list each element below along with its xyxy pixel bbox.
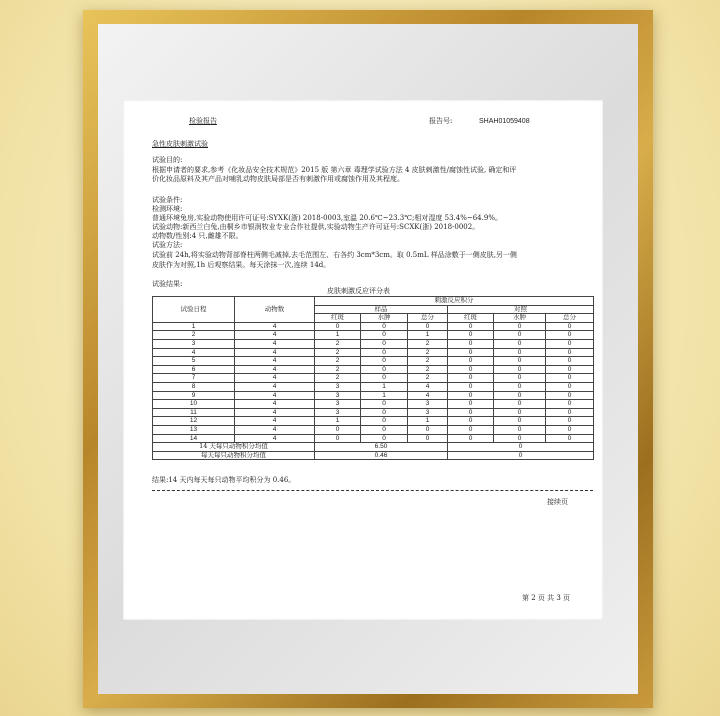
cell-control-red: 0 xyxy=(448,322,494,331)
cell-day: 13 xyxy=(153,425,235,434)
header-sample: 样品 xyxy=(315,305,448,314)
cell-day: 5 xyxy=(153,357,235,366)
header-day: 试验日程 xyxy=(153,297,235,323)
cell-control-red: 0 xyxy=(448,417,494,426)
table-row xyxy=(153,348,594,357)
cell-control-edema: 0 xyxy=(494,391,546,400)
table-row xyxy=(153,417,594,426)
report-page xyxy=(123,100,603,620)
cell-animals: 4 xyxy=(235,357,315,366)
cell-day: 7 xyxy=(153,374,235,383)
cell-sample-red: 2 xyxy=(315,374,361,383)
cell-sample-red: 1 xyxy=(315,417,361,426)
cell-control-red: 0 xyxy=(448,339,494,348)
table-row xyxy=(153,357,594,366)
cell-control-total: 0 xyxy=(546,357,594,366)
cell-sample-total: 1 xyxy=(408,331,448,340)
cell-day: 6 xyxy=(153,365,235,374)
cell-sample-total: 2 xyxy=(408,339,448,348)
cell-animals: 4 xyxy=(235,417,315,426)
animal-count-line: 动物数/性别:4 只,雌雄不限。 xyxy=(152,232,243,240)
report-number-label: 报告号: xyxy=(429,117,453,125)
cell-control-total: 0 xyxy=(546,365,594,374)
section-title: 急性皮肤刺激试验 xyxy=(152,140,208,148)
cell-sample-edema: 0 xyxy=(361,434,408,443)
report-title: 检验报告 xyxy=(189,117,217,125)
cell-sample-edema: 1 xyxy=(361,391,408,400)
conditions-label: 试验条件: xyxy=(152,196,183,204)
header-control-total: 总分 xyxy=(546,314,594,323)
cell-sample-edema: 0 xyxy=(361,357,408,366)
cell-control-red: 0 xyxy=(448,434,494,443)
cell-sample-red: 3 xyxy=(315,408,361,417)
cell-sample-edema: 1 xyxy=(361,382,408,391)
cell-sample-edema: 0 xyxy=(361,425,408,434)
purpose-label: 试验目的: xyxy=(152,156,183,164)
cell-sample-red: 3 xyxy=(315,391,361,400)
cell-control-edema: 0 xyxy=(494,434,546,443)
method-line-2: 皮肤作为对照,1h 后观察结果。每天涂抹一次,连续 14d。 xyxy=(152,261,331,269)
cell-sample-total: 1 xyxy=(408,417,448,426)
cell-sample-red: 3 xyxy=(315,382,361,391)
cell-control-edema: 0 xyxy=(494,400,546,409)
cell-sample-edema: 0 xyxy=(361,417,408,426)
cell-animals: 4 xyxy=(235,434,315,443)
cell-animals: 4 xyxy=(235,331,315,340)
table-row xyxy=(153,391,594,400)
cell-sample-red: 1 xyxy=(315,331,361,340)
cell-day: 4 xyxy=(153,348,235,357)
cell-control-edema: 0 xyxy=(494,374,546,383)
method-line-1: 试验前 24h,将实验动物背部脊柱两侧毛减掉,去毛范围左、右各约 3cm*3cm。取 0.5mL 样品涂敷于一侧皮肤,另一侧 xyxy=(152,251,517,259)
header-control: 对照 xyxy=(448,305,594,314)
animal-line: 试验动物:新西兰白兔,由桐乡市银润牧业专业合作社提供,实验动物生产许可证号:SCXK(浙) 2018-0002。 xyxy=(152,223,480,231)
table-row xyxy=(153,425,594,434)
cell-control-total: 0 xyxy=(546,331,594,340)
page-footer: 第 2 页 共 3 页 xyxy=(522,594,571,602)
cell-control-red: 0 xyxy=(448,400,494,409)
cell-sample-red: 2 xyxy=(315,365,361,374)
cell-sample-edema: 0 xyxy=(361,339,408,348)
cell-control-total: 0 xyxy=(546,382,594,391)
cell-animals: 4 xyxy=(235,365,315,374)
cell-control-total: 0 xyxy=(546,374,594,383)
cell-sample-edema: 0 xyxy=(361,322,408,331)
cell-sample-edema: 0 xyxy=(361,348,408,357)
cell-sample-edema: 0 xyxy=(361,365,408,374)
method-label: 试验方法: xyxy=(152,241,183,249)
cell-day: 3 xyxy=(153,339,235,348)
cell-control-edema: 0 xyxy=(494,339,546,348)
cell-control-red: 0 xyxy=(448,425,494,434)
cell-sample-edema: 0 xyxy=(361,408,408,417)
cell-animals: 4 xyxy=(235,322,315,331)
summary-14day-sample: 6.50 xyxy=(315,443,448,452)
cell-control-edema: 0 xyxy=(494,408,546,417)
cell-control-edema: 0 xyxy=(494,322,546,331)
cell-sample-total: 0 xyxy=(408,425,448,434)
irritation-score-table xyxy=(152,296,594,460)
summary-14day-label: 14 天每只动物积分均值 xyxy=(153,443,315,452)
conclusion: 结果:14 天内每天每只动物平均积分为 0.46。 xyxy=(152,476,296,484)
header-sample-edema: 水肿 xyxy=(361,314,408,323)
cell-sample-total: 0 xyxy=(408,434,448,443)
table-row xyxy=(153,365,594,374)
summary-daily-control: 0 xyxy=(448,451,594,460)
cell-day: 2 xyxy=(153,331,235,340)
report-number-value: SHAH01059408 xyxy=(479,118,530,125)
cell-control-red: 0 xyxy=(448,374,494,383)
cell-control-total: 0 xyxy=(546,339,594,348)
summary-daily-sample: 0.46 xyxy=(315,451,448,460)
cell-control-total: 0 xyxy=(546,425,594,434)
environment-label: 检测环境: xyxy=(152,205,183,213)
cell-control-total: 0 xyxy=(546,348,594,357)
header-sample-red: 红斑 xyxy=(315,314,361,323)
table-row xyxy=(153,400,594,409)
table-row xyxy=(153,339,594,348)
cell-control-red: 0 xyxy=(448,348,494,357)
cell-animals: 4 xyxy=(235,348,315,357)
cell-control-edema: 0 xyxy=(494,357,546,366)
cell-control-total: 0 xyxy=(546,391,594,400)
table-title: 皮肤刺激反应评分表 xyxy=(327,287,390,295)
header-animals: 动物数 xyxy=(235,297,315,323)
cell-day: 11 xyxy=(153,408,235,417)
cell-sample-edema: 0 xyxy=(361,331,408,340)
cell-day: 10 xyxy=(153,400,235,409)
cell-animals: 4 xyxy=(235,339,315,348)
table-row xyxy=(153,374,594,383)
cell-sample-total: 4 xyxy=(408,382,448,391)
cell-control-total: 0 xyxy=(546,322,594,331)
environment-line: 普通环境兔房,实验动物使用许可证号:SYXK(浙) 2018-0003,室温 20.6℃~23.3℃;相对湿度 53.4%~64.9%。 xyxy=(152,214,502,222)
cell-sample-total: 3 xyxy=(408,400,448,409)
cell-sample-red: 2 xyxy=(315,339,361,348)
header-control-red: 红斑 xyxy=(448,314,494,323)
cell-sample-edema: 0 xyxy=(361,400,408,409)
purpose-line-2: 价化妆品原料及其产品对哺乳动物皮肤局部是否有刺激作用或腐蚀作用及其程度。 xyxy=(152,175,404,183)
cell-day: 12 xyxy=(153,417,235,426)
cell-sample-red: 0 xyxy=(315,322,361,331)
cell-sample-total: 2 xyxy=(408,374,448,383)
cell-control-red: 0 xyxy=(448,331,494,340)
cell-sample-total: 4 xyxy=(408,391,448,400)
cell-control-red: 0 xyxy=(448,357,494,366)
cell-sample-total: 2 xyxy=(408,365,448,374)
cell-control-total: 0 xyxy=(546,408,594,417)
cell-sample-red: 2 xyxy=(315,348,361,357)
cell-control-edema: 0 xyxy=(494,331,546,340)
summary-14day-control: 0 xyxy=(448,443,594,452)
header-control-edema: 水肿 xyxy=(494,314,546,323)
cell-control-total: 0 xyxy=(546,434,594,443)
cell-sample-total: 2 xyxy=(408,348,448,357)
cell-control-red: 0 xyxy=(448,408,494,417)
cell-sample-total: 0 xyxy=(408,322,448,331)
cell-sample-total: 2 xyxy=(408,357,448,366)
header-score-group: 刺激反应积分 xyxy=(315,297,594,306)
dashed-divider xyxy=(152,490,593,491)
cell-control-total: 0 xyxy=(546,417,594,426)
cell-sample-red: 3 xyxy=(315,400,361,409)
cell-sample-red: 0 xyxy=(315,425,361,434)
cell-control-edema: 0 xyxy=(494,417,546,426)
header-sample-total: 总分 xyxy=(408,314,448,323)
table-row xyxy=(153,382,594,391)
cell-animals: 4 xyxy=(235,400,315,409)
cell-control-edema: 0 xyxy=(494,425,546,434)
cell-animals: 4 xyxy=(235,391,315,400)
results-label: 试验结果: xyxy=(152,280,183,288)
cell-sample-total: 3 xyxy=(408,408,448,417)
cell-day: 8 xyxy=(153,382,235,391)
cell-animals: 4 xyxy=(235,382,315,391)
table-row xyxy=(153,322,594,331)
cell-control-edema: 0 xyxy=(494,382,546,391)
cell-control-total: 0 xyxy=(546,400,594,409)
cell-sample-red: 0 xyxy=(315,434,361,443)
cell-control-red: 0 xyxy=(448,382,494,391)
cell-control-red: 0 xyxy=(448,365,494,374)
cell-control-red: 0 xyxy=(448,391,494,400)
continued-note: 接续页 xyxy=(547,498,568,506)
purpose-line-1: 根据申请者的要求,参考《化妆品安全技术规范》2015 版 第六章 毒理学试验方法 4 皮肤刺激性/腐蚀性试验, 确定和评 xyxy=(152,166,517,174)
cell-sample-edema: 0 xyxy=(361,374,408,383)
cell-day: 14 xyxy=(153,434,235,443)
table-row xyxy=(153,408,594,417)
table-row xyxy=(153,331,594,340)
cell-control-edema: 0 xyxy=(494,365,546,374)
cell-day: 1 xyxy=(153,322,235,331)
cell-animals: 4 xyxy=(235,425,315,434)
cell-sample-red: 2 xyxy=(315,357,361,366)
cell-animals: 4 xyxy=(235,408,315,417)
cell-animals: 4 xyxy=(235,374,315,383)
cell-day: 9 xyxy=(153,391,235,400)
summary-daily-label: 每天每只动物积分均值 xyxy=(153,451,315,460)
cell-control-edema: 0 xyxy=(494,348,546,357)
